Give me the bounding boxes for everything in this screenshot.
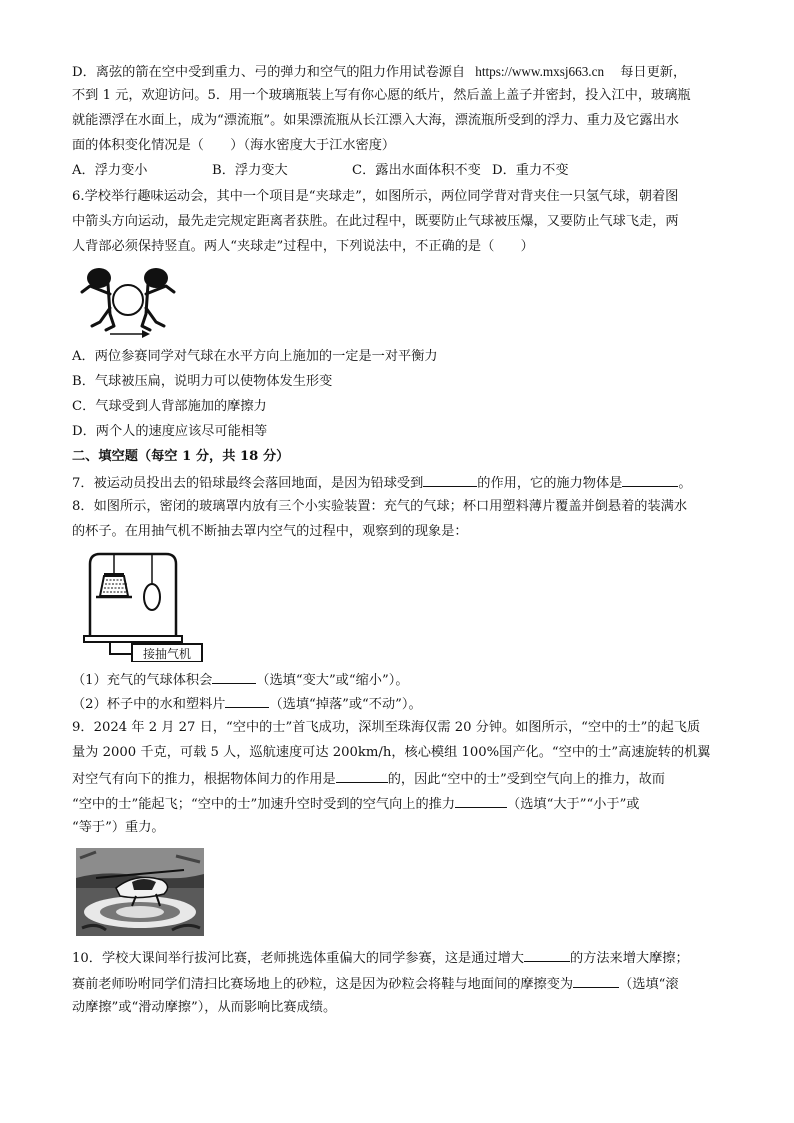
q8-sub2-text-1: （2）杯子中的水和塑料片 bbox=[72, 697, 226, 712]
q10-line2-text-1: 赛前老师吩咐同学们清扫比赛场地上的砂粒，这是因为砂粒会将鞋与地面间的摩擦变为 bbox=[72, 977, 574, 992]
q10-line2-text-2: （选填“滚 bbox=[619, 977, 679, 992]
section-title: 二、填空题（每空 1 分，共 18 分） bbox=[72, 449, 290, 464]
q10-line1-text-2: 的方法来增大摩擦； bbox=[569, 951, 689, 966]
q8-sub1-text-1: （1）充气的气球体积会 bbox=[72, 673, 213, 688]
q5-option-b: B．浮力变大 bbox=[212, 163, 288, 178]
q9-line4 bbox=[72, 794, 640, 814]
q8-blank-2[interactable] bbox=[225, 694, 269, 708]
q5-line2: 不到 1 元，欢迎访问。5．用一个玻璃瓶装上写有你心愿的纸片，然后盖上盖子并密封，投入江中，玻璃瓶 bbox=[72, 88, 691, 103]
q5-line1 bbox=[72, 63, 686, 82]
q10-line1-text-1: 10．学校大课间举行拔河比赛，老师挑选体重偏大的同学参赛，这是通过增大 bbox=[72, 951, 524, 966]
q8-line2: 的杯子。在用抽气机不断抽去罩内空气的过程中，观察到的现象是： bbox=[72, 524, 468, 539]
q10-line1 bbox=[72, 948, 689, 968]
q5-option-c: C．露出水面体积不变 bbox=[352, 163, 481, 178]
q9-line3-text-1: 对空气有向下的推力，根据物体间力的作用是 bbox=[72, 772, 336, 787]
q8-sub2-text-2: （选填“掉落”或“不动”）。 bbox=[269, 697, 422, 712]
q8-sub1-text-2: （选填“变大”或“缩小”）。 bbox=[256, 673, 409, 688]
q8-sub1 bbox=[72, 670, 409, 690]
q9-line5: “等于”）重力。 bbox=[72, 820, 165, 835]
watermark-update: 每日更新， bbox=[620, 65, 687, 80]
q9-line3-text-2: 的，因此“空中的士”受到空气向上的推力，故而 bbox=[387, 772, 665, 787]
q6-line2: 中箭头方向运动，最先走完规定距离者获胜。在此过程中，既要防止气球被压爆，又要防止气球飞走，两 bbox=[72, 214, 679, 229]
q5-option-a: A．浮力变小 bbox=[72, 163, 148, 178]
q6-option-a: A．两位参赛同学对气球在水平方向上施加的一定是一对平衡力 bbox=[72, 349, 438, 364]
q9-line1: 9．2024 年 2 月 27 日，“空中的士”首飞成功，深圳至珠海仅需 20 分钟。如图所示，“空中的士”的起飞质 bbox=[72, 720, 701, 735]
q5-line3: 就能漂浮在水面上，成为“漂流瓶”。如果漂流瓶从长江漂入大海，漂流瓶所受到的浮力、重力及它露出水 bbox=[72, 113, 679, 128]
q7-blank-1[interactable] bbox=[423, 473, 477, 487]
bell-jar-figure bbox=[80, 550, 208, 662]
q10-blank-1[interactable] bbox=[524, 948, 570, 962]
q5-options bbox=[72, 162, 569, 180]
q5-option-d: D．重力不变 bbox=[492, 163, 569, 178]
q5-line4: 面的体积变化情况是（ ）（海水密度大于江水密度） bbox=[72, 138, 396, 153]
q7-text-2: 的作用，它的施力物体是 bbox=[477, 476, 623, 491]
q7-blank-2[interactable] bbox=[622, 473, 678, 487]
q10-blank-2[interactable] bbox=[573, 974, 619, 988]
q10-line2 bbox=[72, 974, 679, 994]
q8-line1: 8．如图所示，密闭的玻璃罩内放有三个小实验装置：充气的气球；杯口用塑料薄片覆盖并倒悬着的装满水 bbox=[72, 499, 688, 514]
q6-option-c: C．气球受到人背部施加的摩擦力 bbox=[72, 399, 267, 414]
watermark-url: https://www.mxsj663.cn bbox=[475, 64, 605, 79]
q9-blank-1[interactable] bbox=[336, 769, 388, 783]
pump-label: 接抽气机 bbox=[142, 647, 192, 661]
q9-line2: 量为 2000 千克，可载 5 人，巡航速度可达 200km/h，核心模组 100%国产化。“空中的士”高速旋转的机翼 bbox=[72, 745, 711, 760]
q9-line4-text-1: “空中的士”能起飞；“空中的士”加速升空时受到的空气向上的推力 bbox=[72, 797, 456, 812]
balloon-walk-figure bbox=[78, 264, 183, 340]
q6-option-d: D．两个人的速度应该尽可能相等 bbox=[72, 424, 268, 439]
air-taxi-photo bbox=[76, 848, 204, 936]
q9-line3 bbox=[72, 769, 665, 789]
q7-text-1: 7．被运动员投出去的铅球最终会落回地面，是因为铅球受到 bbox=[72, 476, 424, 491]
q9-blank-2[interactable] bbox=[455, 794, 507, 808]
q8-blank-1[interactable] bbox=[212, 670, 256, 684]
q7-line bbox=[72, 473, 692, 493]
q7-text-3: 。 bbox=[678, 476, 692, 491]
q9-line4-text-2: （选填“大于”“小于”或 bbox=[507, 797, 640, 812]
q6-line3: 人背部必须保持竖直。两人“夹球走”过程中，下列说法中，不正确的是（ ） bbox=[72, 239, 534, 254]
q8-sub2 bbox=[72, 694, 422, 714]
q6-line1: 6.学校举行趣味运动会，其中一个项目是“夹球走”，如图所示，两位同学背对背夹住一只氢气球，朝着图 bbox=[72, 189, 679, 204]
q6-option-b: B．气球被压扁，说明力可以使物体发生形变 bbox=[72, 374, 333, 389]
q10-line3: 动摩擦”或“滑动摩擦”），从而影响比赛成绩。 bbox=[72, 1000, 337, 1015]
q4-option-d: D．离弦的箭在空中受到重力、弓的弹力和空气的阻力作用试卷源自 bbox=[72, 65, 466, 80]
